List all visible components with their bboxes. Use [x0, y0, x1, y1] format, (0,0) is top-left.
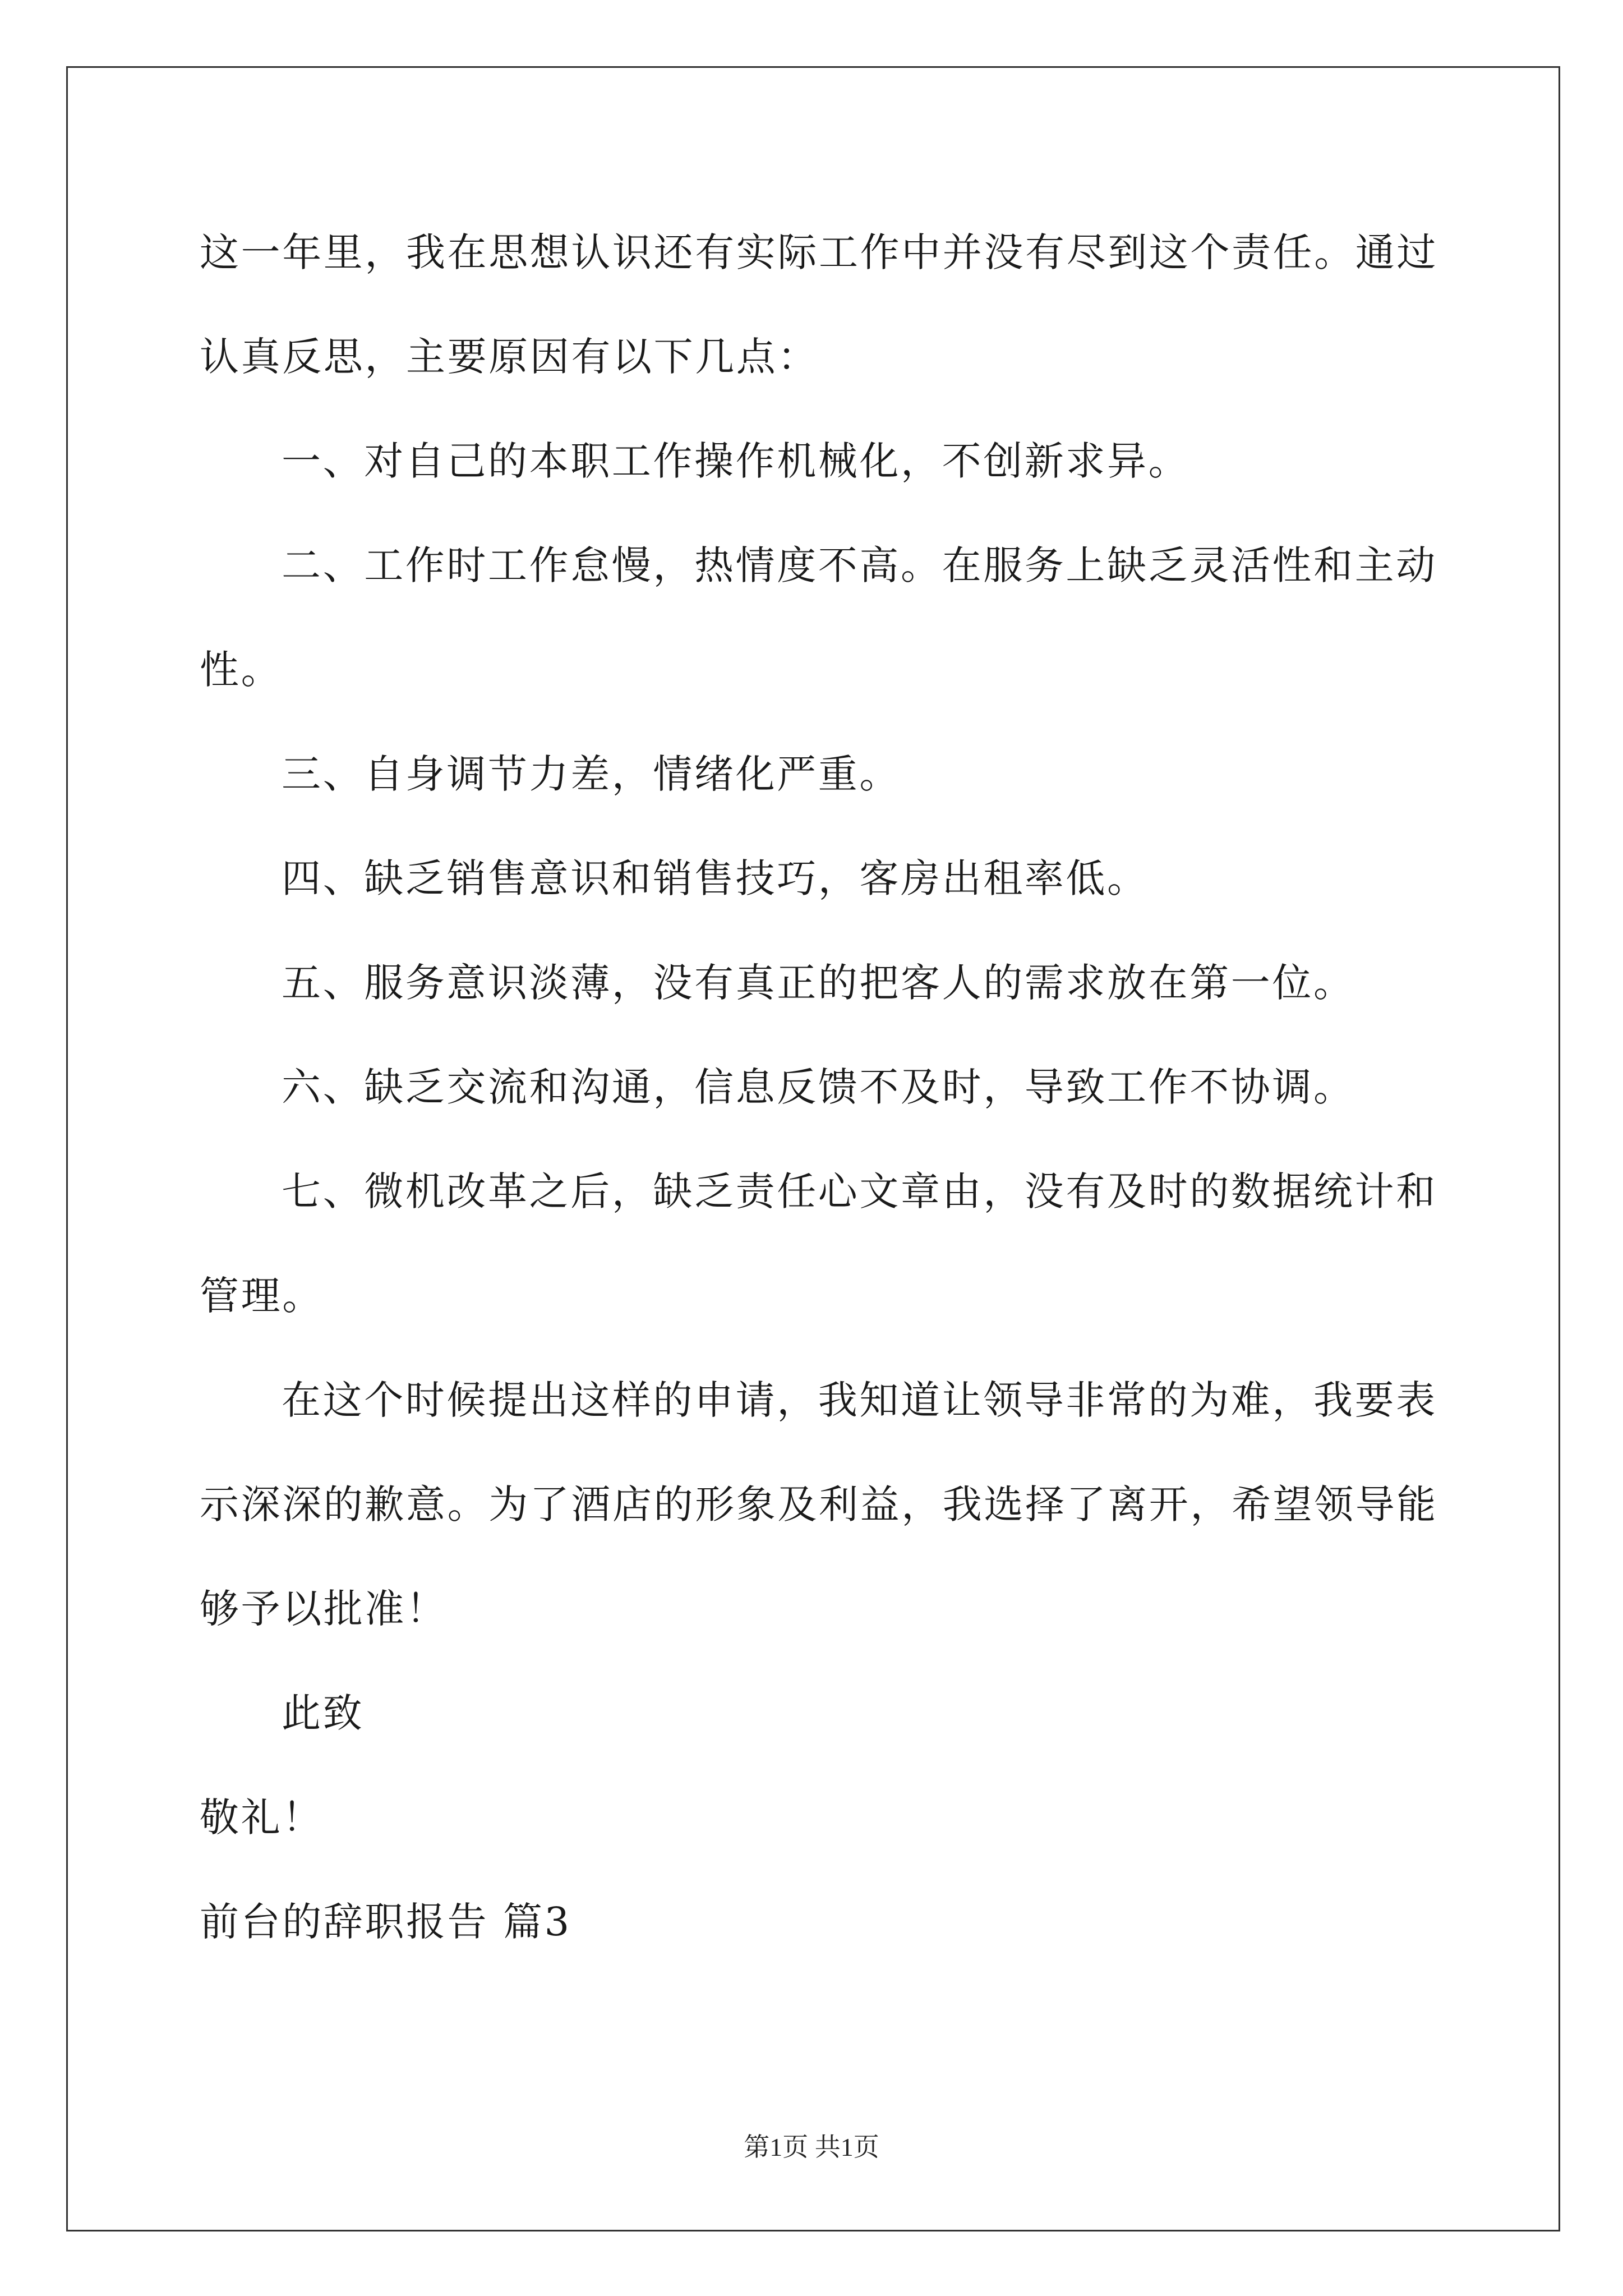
paragraph-line: 七、微机改革之后，缺乏责任心文章由，没有及时的数据统计和	[282, 1168, 1437, 1214]
section-heading: 前台的辞职报告 篇3	[200, 1899, 571, 1945]
paragraph-line: 在这个时候提出这样的申请，我知道让领导非常的为难，我要表	[282, 1377, 1437, 1423]
paragraph-line: 五、服务意识淡薄，没有真正的把客人的需求放在第一位。	[282, 960, 1355, 1006]
paragraph-line: 认真反思，主要原因有以下几点：	[200, 334, 819, 380]
paragraph-line: 一、对自己的本职工作操作机械化，不创新求异。	[282, 438, 1190, 484]
paragraph-line: 四、缺乏销售意识和销售技巧，客房出租率低。	[282, 855, 1149, 901]
paragraph-line: 示深深的歉意。为了酒店的形象及利益，我选择了离开，希望领导能	[200, 1481, 1438, 1527]
paragraph-line: 三、自身调节力差，情绪化严重。	[282, 751, 901, 797]
paragraph-line: 六、缺乏交流和沟通，信息反馈不及时，导致工作不协调。	[282, 1064, 1355, 1110]
closing-regards: 敬礼！	[200, 1795, 324, 1841]
paragraph-line: 性。	[200, 647, 283, 693]
paragraph-line: 二、工作时工作怠慢，热情度不高。在服务上缺乏灵活性和主动	[282, 542, 1437, 588]
closing-salutation: 此致	[282, 1690, 365, 1736]
paragraph-line: 管理。	[200, 1273, 324, 1319]
paragraph-line: 够予以批准！	[200, 1586, 448, 1632]
page-footer: 第1页 共1页	[744, 2133, 879, 2161]
paragraph-line: 这一年里，我在思想认识还有实际工作中并没有尽到这个责任。通过	[200, 229, 1438, 275]
